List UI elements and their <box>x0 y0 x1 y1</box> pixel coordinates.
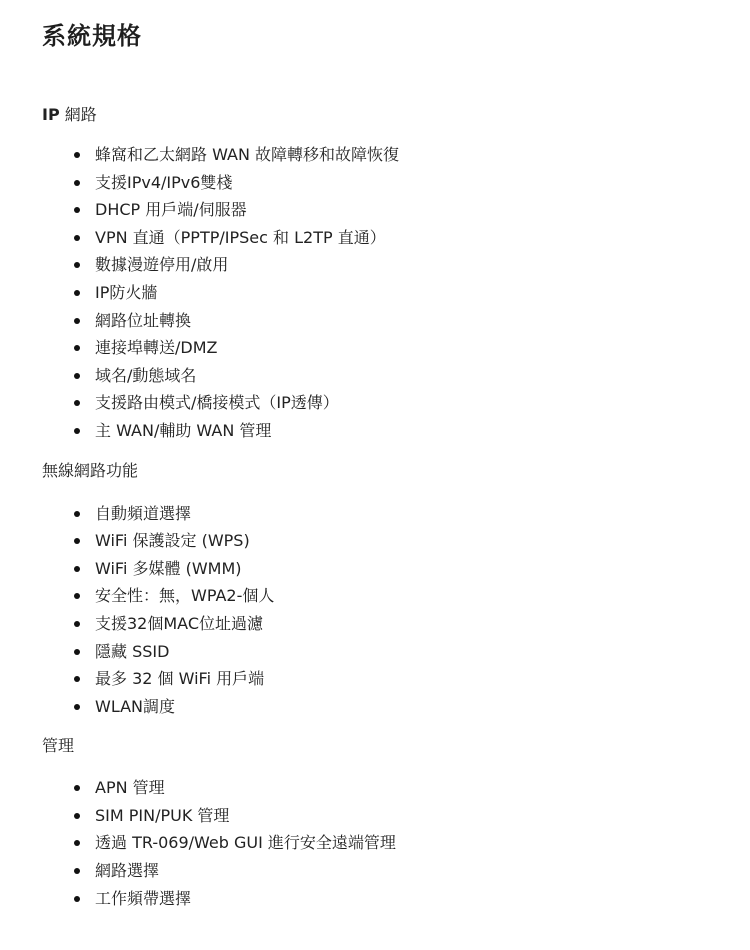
list-item <box>74 555 750 583</box>
page-title: 系統規格 <box>42 22 142 50</box>
section-management <box>42 735 750 912</box>
list-item-text: 數據漫遊停用/啟用 <box>95 255 229 275</box>
section-heading-management: 管理 <box>42 736 75 756</box>
heading-network-label: 網路 <box>59 105 97 124</box>
list-item <box>74 196 750 224</box>
list-item-text: 隱藏 SSID <box>95 641 170 661</box>
list-item-text: 域名/動態域名 <box>95 365 197 385</box>
list-item-text: 主 WAN/輔助 WAN 管理 <box>95 420 272 440</box>
bullet-icon <box>74 813 80 819</box>
list-item-text: 支援32個MAC位址過濾 <box>95 613 264 633</box>
list-item-text: 蜂窩和乙太網路 WAN 故障轉移和故障恢復 <box>95 145 400 164</box>
bullet-icon <box>74 262 80 268</box>
list-item <box>74 582 750 610</box>
heading-ip-label: IP <box>42 105 60 124</box>
list-item-text: 支援路由模式/橋接模式（IP透傳） <box>95 393 339 413</box>
list-item-text: 自動頻道選擇 <box>95 503 192 523</box>
bullet-icon <box>74 207 80 213</box>
list-item <box>74 141 750 169</box>
ip-network-list <box>42 141 750 445</box>
list-item <box>74 857 750 885</box>
list-item <box>74 610 750 638</box>
list-item <box>74 251 750 279</box>
list-item-text: 連接埠轉送/DMZ <box>95 338 218 358</box>
bullet-icon <box>74 566 80 572</box>
bullet-icon <box>74 318 80 324</box>
bullet-icon <box>74 152 80 158</box>
bullet-icon <box>74 345 80 351</box>
list-item <box>74 417 750 445</box>
list-item-text: 最多 32 個 WiFi 用戶端 <box>95 669 265 689</box>
management-list <box>42 774 750 912</box>
list-item-text: IP防火牆 <box>95 282 158 302</box>
list-item-text: SIM PIN/PUK 管理 <box>95 805 230 825</box>
section-heading-wireless: 無線網路功能 <box>42 460 139 480</box>
list-item <box>74 389 750 417</box>
wireless-list <box>42 500 750 721</box>
bullet-icon <box>74 235 80 241</box>
list-item-text: DHCP 用戶端/伺服器 <box>95 200 247 220</box>
list-item-text: APN 管理 <box>95 778 165 798</box>
list-item <box>74 638 750 666</box>
bullet-icon <box>74 373 80 379</box>
bullet-icon <box>74 511 80 517</box>
list-item-text: 網路位址轉換 <box>95 310 192 330</box>
list-item <box>74 362 750 390</box>
bullet-icon <box>74 593 80 599</box>
bullet-icon <box>74 868 80 874</box>
bullet-icon <box>74 649 80 655</box>
bullet-icon <box>74 428 80 434</box>
bullet-icon <box>74 290 80 296</box>
list-item <box>74 169 750 197</box>
bullet-icon <box>74 676 80 682</box>
list-item-text: 透過 TR-069/Web GUI 進行安全遠端管理 <box>95 833 396 853</box>
list-item-text: 網路選擇 <box>95 861 160 881</box>
bullet-icon <box>74 840 80 846</box>
list-item <box>74 885 750 913</box>
list-item <box>74 307 750 335</box>
list-item <box>74 693 750 721</box>
list-item-text: WLAN調度 <box>95 696 176 716</box>
list-item <box>74 500 750 528</box>
bullet-icon <box>74 785 80 791</box>
list-item-text: WiFi 多媒體 (WMM) <box>95 558 242 578</box>
bullet-icon <box>74 704 80 710</box>
list-item <box>74 334 750 362</box>
list-item-text: 安全性：無，WPA2-個人 <box>95 586 275 606</box>
list-item <box>74 774 750 802</box>
bullet-icon <box>74 538 80 544</box>
list-item <box>74 279 750 307</box>
bullet-icon <box>74 400 80 406</box>
section-heading-ip-network <box>42 104 750 126</box>
list-item <box>74 829 750 857</box>
list-item <box>74 224 750 252</box>
list-item-text: WiFi 保護設定 (WPS) <box>95 531 250 551</box>
list-item-text: VPN 直通（PPTP/IPSec 和 L2TP 直通） <box>95 227 386 247</box>
section-wireless <box>42 460 750 721</box>
bullet-icon <box>74 180 80 186</box>
bullet-icon <box>74 621 80 627</box>
list-item <box>74 665 750 693</box>
bullet-icon <box>74 896 80 902</box>
list-item <box>74 802 750 830</box>
section-ip-network <box>42 104 750 445</box>
list-item <box>74 527 750 555</box>
list-item-text: 工作頻帶選擇 <box>95 888 192 908</box>
list-item-text: 支援IPv4/IPv6雙棧 <box>95 172 233 192</box>
